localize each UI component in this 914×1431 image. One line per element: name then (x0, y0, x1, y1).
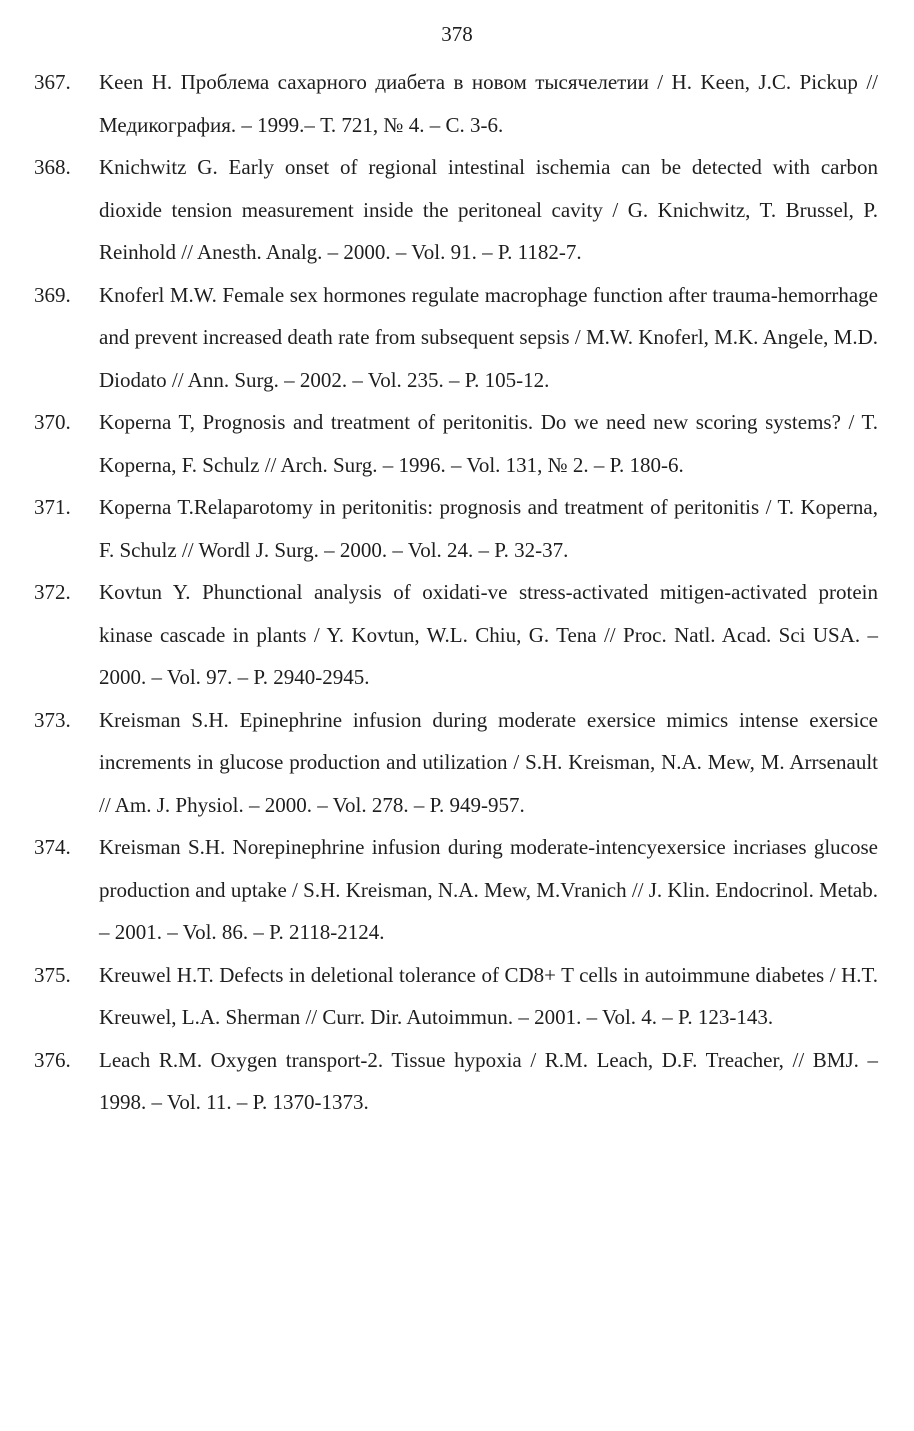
reference-item (0, 826, 914, 954)
reference-text: Kovtun Y. Phunctional analysis of oxidati-ve stress-activated mitigen-activated protein kinase cascade in plants / Y. Kovtun, W.L. Chiu, G. Tena // Proc. Natl. Acad. Sci USA. – 2000. – Vol. 97. – P. 2940-2945. (99, 580, 878, 689)
reference-number: 373. (34, 707, 71, 732)
reference-item (0, 401, 914, 486)
reference-item (0, 486, 914, 571)
reference-number: 376. (34, 1047, 71, 1072)
reference-text: Koperna T, Prognosis and treatment of peritonitis. Do we need new scoring systems? / T. Koperna, F. Schulz // Arch. Surg. – 1996. – Vol. 131, № 2. – P. 180-6. (99, 410, 878, 477)
reference-number: 372. (34, 580, 71, 604)
reference-item (0, 699, 914, 827)
reference-number: 370. (34, 410, 71, 434)
reference-item (0, 571, 914, 699)
reference-item (0, 1039, 914, 1124)
reference-list (0, 61, 914, 1124)
reference-number: 369. (34, 282, 71, 307)
reference-text: Leach R.M. Oxygen transport-2. Tissue hypoxia / R.M. Leach, D.F. Treacher, // BMJ. – 1998. – Vol. 11. – P. 1370-1373. (99, 1047, 878, 1114)
page-number: 378 (441, 22, 473, 46)
reference-item (0, 61, 914, 146)
reference-text: Kreuwel H.T. Defects in deletional tolerance of CD8+ T cells in autoimmune diabetes / H.T. Kreuwel, L.A. Sherman // Curr. Dir. Autoimmun. – 2001. – Vol. 4. – P. 123-143. (99, 962, 878, 1029)
reference-text: Knoferl M.W. Female sex hormones regulate macrophage function after trauma-hemorrhage and prevent increased death rate from subsequent sepsis / M.W. Knoferl, M.K. Angele, M.D. Diodato // Ann. Surg. – 2002. – Vol. 235. – P. 105-12. (99, 282, 878, 392)
reference-text: Keen H. Проблема сахарного диабета в новом тысячелетии / H. Keen, J.C. Pickup // Медикография. – 1999.– Т. 721, № 4. – С. 3-6. (99, 70, 878, 137)
reference-number: 367. (34, 70, 71, 94)
reference-number: 374. (34, 835, 71, 859)
reference-item (0, 954, 914, 1039)
reference-item (0, 146, 914, 274)
reference-item (0, 274, 914, 402)
reference-text: Knichwitz G. Early onset of regional intestinal ischemia can be detected with carbon dioxide tension measurement inside the peritoneal cavity / G. Knichwitz, T. Brussel, P. Reinhold // Anesth. Analg. – 2000. – Vol. 91. – P. 1182-7. (99, 155, 878, 264)
reference-text: Kreisman S.H. Norepinephrine infusion during moderate-intencyexersice incriases glucose production and uptake / S.H. Kreisman, N.A. Mew, M.Vranich // J. Klin. Endocrinol. Metab. – 2001. – Vol. 86. – P. 2118-2124. (99, 835, 878, 944)
reference-number: 371. (34, 495, 71, 519)
reference-number: 368. (34, 155, 71, 179)
reference-number: 375. (34, 962, 71, 987)
reference-text: Koperna T.Relaparotomy in peritonitis: prognosis and treatment of peritonitis / T. Koperna, F. Schulz // Wordl J. Surg. – 2000. – Vol. 24. – P. 32-37. (99, 495, 878, 562)
reference-text: Kreisman S.H. Epinephrine infusion during moderate exersice mimics intense exersice increments in glucose production and utilization / S.H. Kreisman, N.A. Mew, M. Arrsenault // Am. J. Physiol. – 2000. – Vol. 278. – P. 949-957. (99, 707, 878, 817)
